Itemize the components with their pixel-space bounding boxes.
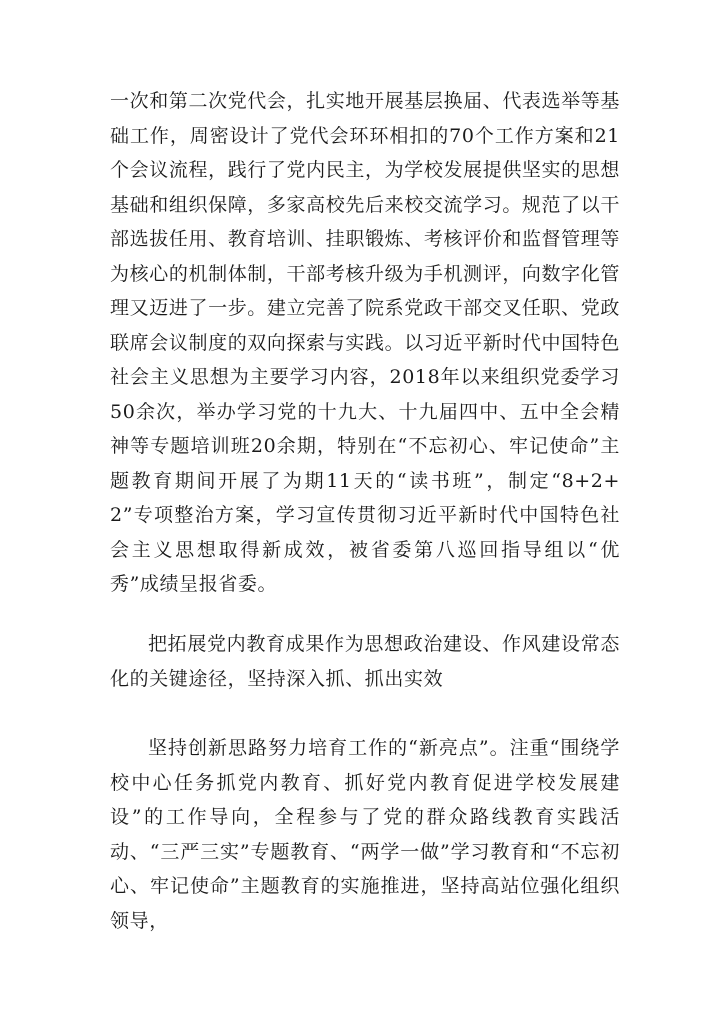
body-paragraph-2: 坚持创新思路努力培育工作的“新亮点”。注重“围绕学校中心任务抓党内教育、抓好党内教育促进学校发展建设”的工作导向，全程参与了党的群众路线教育实践活动、“三严三实”专题教育、“两学一做”学习教育和“不忘初心、牢记使命”主题教育的实施推进，坚持高站位强化组织领导， xyxy=(110,737,620,932)
body-paragraph-1: 一次和第二次党代会，扎实地开展基层换届、代表选举等基础工作，周密设计了党代会环环相扣的70个工作方案和21个会议流程，践行了党内民主，为学校发展提供坚实的思想基础和组织保障，多家高校先后来校交流学习。规范了以干部选拔任用、教育培训、挂职锻炼、考核评价和监督管理等为核心的机制体制，干部考核升级为手机测评，向数字化管理又迈进了一步。建立完善了院系党政干部交叉任职、党政联席会议制度的双向探索与实践。以习近平新时代中国特色社会主义思想为主要学习内容，2018年以来组织党委学习50余次，举办学习党的十九大、十九届四中、五中全会精神等专题培训班20余期，特别在“不忘初心、牢记使命”主题教育期间开展了为期11天的“读书班”，制定“8+2+2”专项整治方案，学习宣传贯彻习近平新时代中国特色社会主义思想取得新成效，被省委第八巡回指导组以“优秀”成绩呈报省委。 xyxy=(110,90,620,595)
section-heading-paragraph: 把拓展党内教育成果作为思想政治建设、作风建设常态化的关键途径，坚持深入抓、抓出实效 xyxy=(110,633,620,690)
